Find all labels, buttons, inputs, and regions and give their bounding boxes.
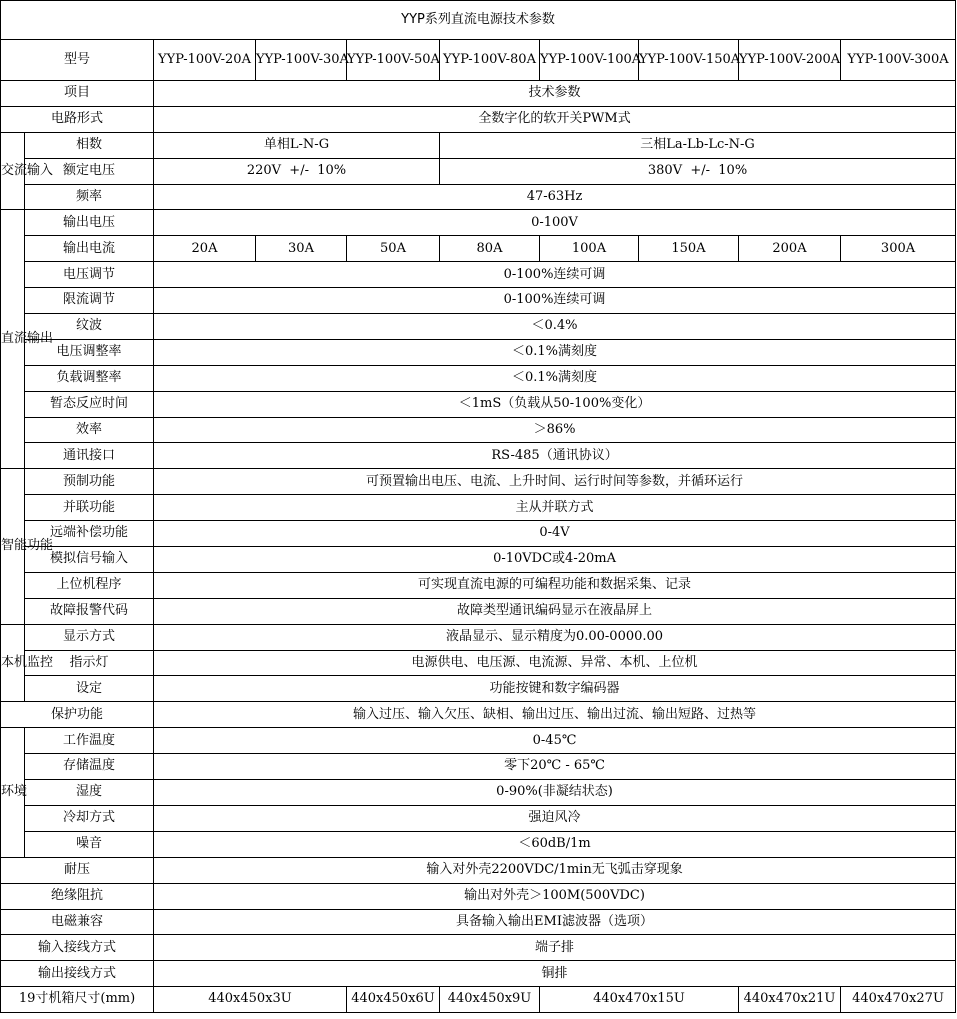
spec-label: 噪音 [25,831,154,857]
spec-value: 电源供电、电压源、电流源、异常、本机、上位机 [154,650,956,676]
spec-value: 零下20℃ - 65℃ [154,754,956,780]
table-title: YYP系列直流电源技术参数 [1,1,956,40]
table-row [1,547,956,573]
voltage-three: 380V +/- 10% [440,158,956,184]
spec-value: 端子排 [154,935,956,961]
table-row [1,158,956,184]
table-row [1,572,956,598]
frequency-value: 47-63Hz [154,184,956,210]
output-current-cell: 20A [154,236,256,262]
spec-value: ＜0.4% [154,314,956,340]
spec-value: RS-485（通讯协议） [154,443,956,469]
output-current-cell: 80A [440,236,540,262]
spec-value: 具备输入输出EMI滤波器（选项） [154,909,956,935]
output-current-cell: 50A [347,236,440,262]
table-row [1,702,956,728]
table-row [1,987,956,1013]
spec-label: 工作温度 [25,728,154,754]
spec-label: 绝缘阻抗 [1,883,154,909]
spec-value: 铜排 [154,961,956,987]
chassis-cell: 440x470x15U [540,987,739,1013]
output-current-cell: 150A [639,236,739,262]
table-row [1,365,956,391]
spec-label: 远端补偿功能 [25,521,154,547]
spec-value: 可实现直流电源的可编程功能和数据采集、记录 [154,572,956,598]
phase-three: 三相La-Lb-Lc-N-G [440,132,956,158]
model-cell: YYP-100V-20A [154,40,256,81]
voltage-single: 220V +/- 10% [154,158,440,184]
spec-value: ＞86% [154,417,956,443]
spec-value: 0-4V [154,521,956,547]
spec-label: 设定 [25,676,154,702]
spec-label: 存储温度 [25,754,154,780]
phase-single: 单相L-N-G [154,132,440,158]
table-row [1,831,956,857]
table-row [1,909,956,935]
chassis-cell: 440x470x21U [739,987,841,1013]
output-current-cell: 200A [739,236,841,262]
table-row [1,417,956,443]
spec-value: ＜0.1%满刻度 [154,365,956,391]
table-row [1,624,956,650]
output-current-cell: 100A [540,236,639,262]
spec-value: ＜60dB/1m [154,831,956,857]
spec-value: 0-90%(非凝结状态) [154,780,956,806]
spec-label: 暂态反应时间 [25,391,154,417]
spec-label: 显示方式 [25,624,154,650]
model-cell: YYP-100V-200A [739,40,841,81]
spec-value: 液晶显示、显示精度为0.00-0000.00 [154,624,956,650]
item-label: 项目 [1,81,154,107]
phase-label: 相数 [25,132,154,158]
model-cell: YYP-100V-100A [540,40,639,81]
spec-label: 湿度 [25,780,154,806]
table-row [1,443,956,469]
model-cell: YYP-100V-50A [347,40,440,81]
output-current-label: 输出电流 [25,236,154,262]
table-row [1,132,956,158]
model-row [1,40,956,81]
table-row [1,81,956,107]
spec-label: 输出接线方式 [1,961,154,987]
frequency-label: 频率 [25,184,154,210]
spec-value: 0-100%连续可调 [154,262,956,288]
spec-label: 输入接线方式 [1,935,154,961]
spec-label: 效率 [25,417,154,443]
spec-value: 可预置输出电压、电流、上升时间、运行时间等参数，并循环运行 [154,469,956,495]
spec-value: 0-45℃ [154,728,956,754]
chassis-cell: 440x450x9U [440,987,540,1013]
output-current-cell: 300A [841,236,956,262]
table-row [1,780,956,806]
spec-label: 冷却方式 [25,805,154,831]
spec-label: 预制功能 [25,469,154,495]
table-row [1,184,956,210]
output-voltage-value: 0-100V [154,210,956,236]
category-environment: 环境 [1,728,25,857]
table-row [1,650,956,676]
protection-label: 保护功能 [1,702,154,728]
spec-label: 电压调整率 [25,339,154,365]
spec-label: 电压调节 [25,262,154,288]
table-row [1,210,956,236]
spec-value: 输入对外壳2200VDC/1min无飞弧击穿现象 [154,857,956,883]
table-row [1,262,956,288]
model-cell: YYP-100V-300A [841,40,956,81]
spec-label: 限流调节 [25,288,154,314]
spec-label: 故障报警代码 [25,598,154,624]
spec-label: 上位机程序 [25,572,154,598]
output-current-cell: 30A [256,236,347,262]
table-row [1,961,956,987]
circuit-label: 电路形式 [1,106,154,132]
table-row [1,339,956,365]
spec-value: ＜1mS（负载从50-100%变化） [154,391,956,417]
spec-value: 功能按键和数字编码器 [154,676,956,702]
spec-value: ＜0.1%满刻度 [154,339,956,365]
table-row [1,857,956,883]
model-cell: YYP-100V-80A [440,40,540,81]
model-label: 型号 [1,40,154,81]
table-row [1,805,956,831]
table-row [1,288,956,314]
spec-value: 输出对外壳＞100M(500VDC) [154,883,956,909]
spec-label: 纹波 [25,314,154,340]
spec-value: 主从并联方式 [154,495,956,521]
table-row [1,391,956,417]
table-row [1,935,956,961]
spec-label: 电磁兼容 [1,909,154,935]
spec-label: 指示灯 [25,650,154,676]
spec-label: 并联功能 [25,495,154,521]
spec-label: 通讯接口 [25,443,154,469]
category-monitor: 本机监控 [1,624,25,702]
table-row [1,236,956,262]
table-row [1,883,956,909]
chassis-cell: 440x470x27U [841,987,956,1013]
voltage-label: 额定电压 [25,158,154,184]
spec-value: 强迫风冷 [154,805,956,831]
output-voltage-label: 输出电压 [25,210,154,236]
table-row [1,495,956,521]
spec-value: 0-10VDC或4-20mA [154,547,956,573]
spec-value: 故障类型通讯编码显示在液晶屏上 [154,598,956,624]
category-ac-input: 交流输入 [1,132,25,210]
table-row [1,314,956,340]
category-dc-output: 直流输出 [1,210,25,469]
table-row [1,754,956,780]
table-row [1,521,956,547]
circuit-value: 全数字化的软开关PWM式 [154,106,956,132]
table-row [1,728,956,754]
category-smart: 智能功能 [1,469,25,624]
spec-label: 负载调整率 [25,365,154,391]
model-cell: YYP-100V-150A [639,40,739,81]
spec-label: 耐压 [1,857,154,883]
spec-value: 0-100%连续可调 [154,288,956,314]
table-row [1,676,956,702]
table-row [1,106,956,132]
table-row [1,598,956,624]
table-row [1,469,956,495]
spec-label: 模拟信号输入 [25,547,154,573]
chassis-cell: 440x450x6U [347,987,440,1013]
model-cell: YYP-100V-30A [256,40,347,81]
chassis-cell: 440x450x3U [154,987,347,1013]
item-value: 技术参数 [154,81,956,107]
protection-value: 输入过压、输入欠压、缺相、输出过压、输出过流、输出短路、过热等 [154,702,956,728]
chassis-label: 19寸机箱尺寸(mm) [1,987,154,1013]
